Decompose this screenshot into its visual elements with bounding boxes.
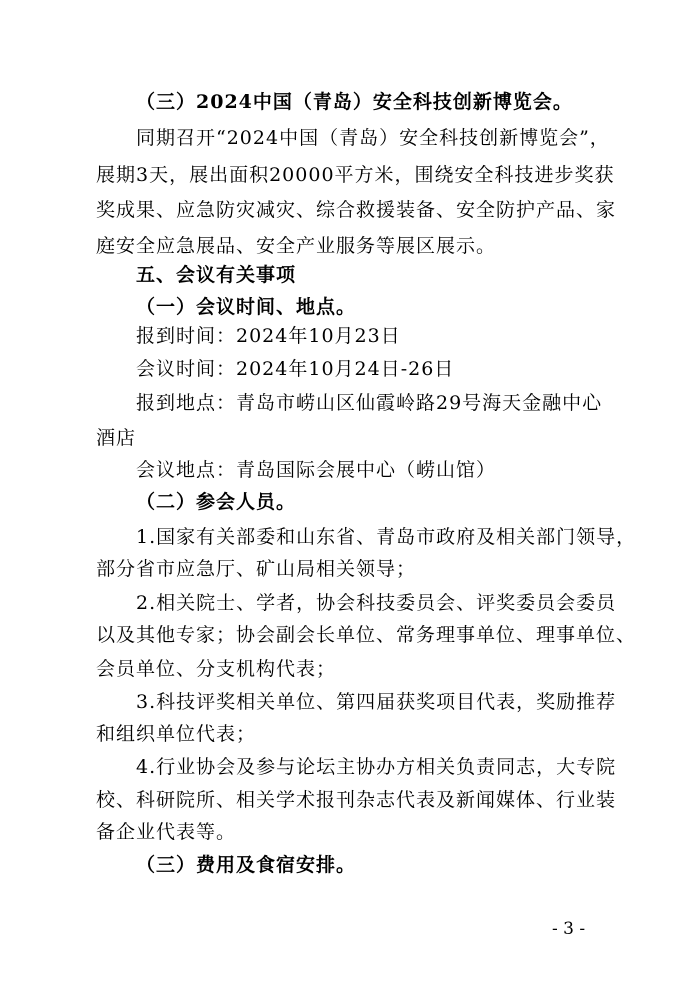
expo-paragraph-line: 展期3天，展出面积20000平方米，围绕安全科技进步奖获 [96, 164, 615, 186]
expo-paragraph-line: 庭安全应急展品、安全产业服务等展区展示。 [96, 235, 497, 257]
meeting-time: 会议时间：2024年10月24日-26日 [136, 358, 455, 380]
registration-time: 报到时间：2024年10月23日 [136, 325, 401, 347]
attendee-item-2-continued: 以及其他专家；协会副会长单位、常务理事单位、理事单位、 [96, 624, 637, 646]
registration-place: 报到地点：青岛市崂山区仙霞岭路29号海天金融中心 [136, 392, 603, 414]
attendee-item-4-continued: 备企业代表等。 [96, 821, 237, 843]
attendee-item-2: 2.相关院士、学者，协会科技委员会、评奖委员会委员 [136, 592, 617, 614]
expo-paragraph-line: 同期召开“2024中国（青岛）安全科技创新博览会”， [136, 127, 610, 149]
sub3-heading: （三）费用及食宿安排。 [136, 854, 357, 876]
sub2-heading: （二）参会人员。 [136, 491, 297, 513]
attendee-item-2-continued: 会员单位、分支机构代表； [96, 658, 337, 680]
page-number: - 3 - [552, 919, 586, 939]
attendee-item-4-continued: 校、科研院所、相关学术报刊杂志代表及新闻媒体、行业装 [96, 789, 617, 811]
registration-place-continued: 酒店 [96, 427, 137, 449]
attendee-item-3-continued: 和组织单位代表； [96, 723, 257, 745]
attendee-item-1-continued: 部分省市应急厅、矿山局相关领导； [96, 558, 417, 580]
attendee-item-1: 1.国家有关部委和山东省、青岛市政府及相关部门领导， [136, 526, 637, 548]
meeting-place: 会议地点：青岛国际会展中心（崂山馆） [136, 459, 497, 481]
attendee-item-4: 4.行业协会及参与论坛主协办方相关负责同志，大专院 [136, 756, 617, 778]
expo-paragraph-line: 奖成果、应急防灾减灾、综合救援装备、安全防护产品、家 [96, 199, 617, 221]
attendee-item-3: 3.科技评奖相关单位、第四届获奖项目代表，奖励推荐 [136, 691, 617, 713]
part5-heading: 五、会议有关事项 [136, 264, 297, 286]
section3-heading: （三）2024中国（青岛）安全科技创新博览会。 [136, 91, 573, 113]
sub1-heading: （一）会议时间、地点。 [136, 296, 357, 318]
